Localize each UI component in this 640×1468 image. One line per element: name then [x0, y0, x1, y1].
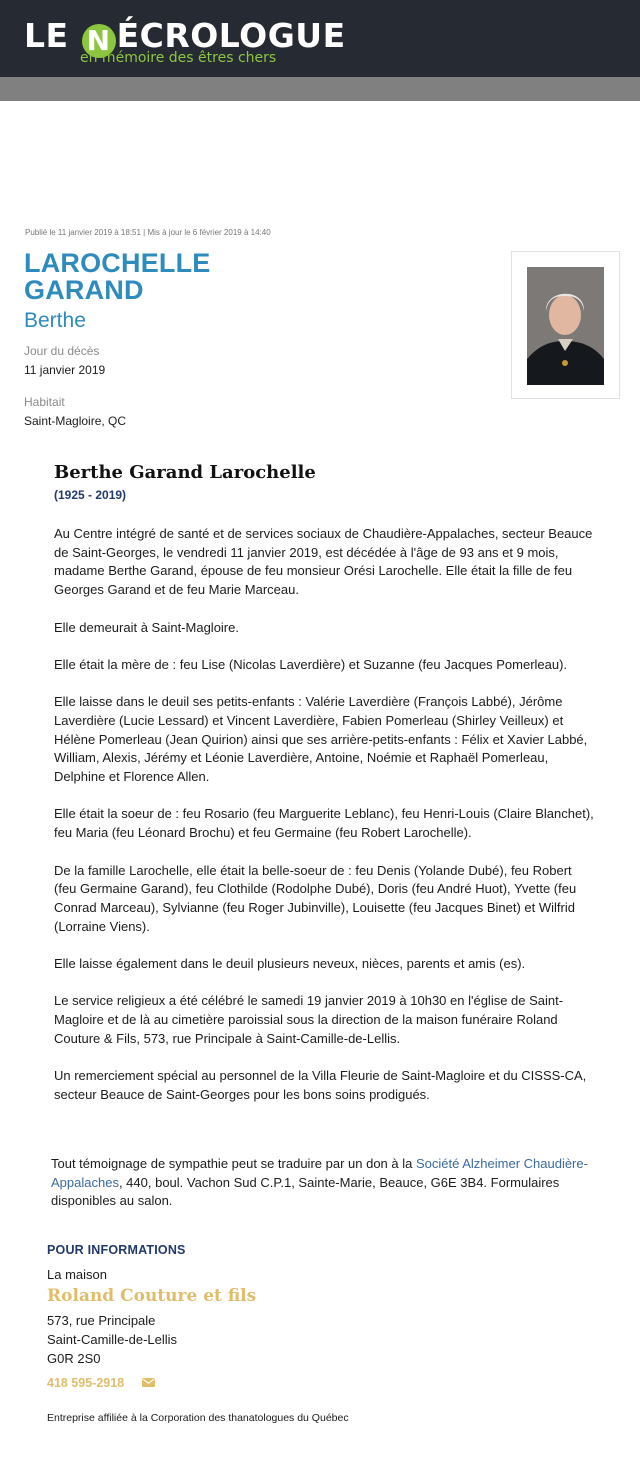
- donation-link[interactable]: Société Alzheimer Chaudière-Appalaches: [51, 1156, 588, 1190]
- affiliation-note: Entreprise affiliée à la Corporation des thanatologues du Québec: [47, 1412, 349, 1424]
- obituary-paragraph: Le service religieux a été célébré le samedi 19 janvier 2019 à 10h30 en l'église de Saint-Magloire et de là au cimetière paroissial sous la direction de la maison funéraire Roland Couture & Fils, 573, rue Principale à Saint-Camille-de-Lellis.: [54, 993, 564, 1046]
- obituary-paragraph: De la famille Larochelle, elle était la belle-soeur de : feu Denis (Yolande Dubé), feu Robert (feu Germaine Garand), feu Clothilde (Rodolphe Dubé), Doris (feu André Huot), Yvette (feu Conrad Marceau), Sylvianne (feu Roger Jubinville), Louisette (feu Jacques Binet) et Wilfrid (Lorraine Viens).: [54, 862, 577, 934]
- header-subbar: [0, 77, 640, 101]
- site-logo[interactable]: [24, 14, 344, 70]
- logo-suffix: ÉCROLOGUE: [116, 16, 346, 55]
- info-heading: POUR INFORMATIONS: [47, 1243, 186, 1257]
- residence-value: Saint-Magloire, QC: [24, 414, 127, 428]
- logo-n-circle: N: [82, 24, 116, 58]
- publication-date: Publié le 11 janvier 2019 à 18:51 | Mis à jour le 6 février 2019 à 14:40: [25, 228, 271, 237]
- funeral-home-city: Saint-Camille-de-Lellis: [47, 1332, 178, 1347]
- obituary-paragraph: Elle était la soeur de : feu Rosario (feu Marguerite Leblanc), feu Henri-Louis (Claire Blanchet), feu Maria (feu Léonard Brochu) et feu Germaine (feu Robert Larochelle).: [54, 806, 594, 841]
- logo-tagline: en mémoire des êtres chers: [80, 50, 277, 66]
- site-header: [0, 0, 640, 77]
- obituary-paragraph: Elle était la mère de : feu Lise (Nicolas Laverdière) et Suzanne (feu Jacques Pomerleau).: [54, 656, 568, 672]
- obituary-paragraph: Un remerciement spécial au personnel de la Villa Fleurie de Saint-Magloire et du CISSS-CA, secteur Beauce de Saint-Georges pour les bons soins prodigués.: [54, 1068, 587, 1102]
- deceased-firstname: Berthe: [24, 309, 86, 332]
- lastname-line-1: LAROCHELLE: [24, 248, 211, 278]
- life-years: (1925 - 2019): [54, 488, 127, 502]
- funeral-home-address: 573, rue Principale: [47, 1313, 156, 1328]
- funeral-home-name[interactable]: Roland Couture et fils: [47, 1286, 257, 1306]
- residence-label: Habitait: [24, 395, 65, 409]
- obituary-title: Berthe Garand Larochelle: [54, 462, 316, 483]
- death-date-value: 11 janvier 2019: [24, 363, 106, 377]
- donation-suffix: , 440, boul. Vachon Sud C.P.1, Sainte-Marie, Beauce, G6E 3B4. Formulaires disponibles au salon.: [51, 1174, 560, 1209]
- donation-prefix: Tout témoignage de sympathie peut se traduire par un don à la: [51, 1156, 416, 1171]
- funeral-home-phone[interactable]: 418 595-2918: [47, 1376, 125, 1390]
- portrait-frame[interactable]: [511, 251, 620, 399]
- funeral-home-postal-code: G0R 2S0: [47, 1351, 101, 1366]
- envelope-icon[interactable]: [142, 1378, 155, 1387]
- obituary-paragraph: Au Centre intégré de santé et de services sociaux de Chaudière-Appalaches, secteur Beauce de Saint-Georges, le vendredi 11 janvier 2019, est décédée à l'âge de 93 ans et 9 mois, madame Berthe Garand, épouse de feu monsieur Orési Larochelle. Elle était la fille de feu Georges Garand et de feu Marie Marceau.: [54, 526, 593, 598]
- lastname-line-2: GARAND: [24, 275, 144, 305]
- obituary-paragraph: Elle demeurait à Saint-Magloire.: [54, 619, 239, 635]
- death-date-label: Jour du décès: [24, 344, 100, 358]
- info-intro: La maison: [47, 1267, 107, 1282]
- obituary-paragraph: Elle laisse dans le deuil ses petits-enfants : Valérie Laverdière (François Labbé), Jérôme Laverdière (Lucie Lessard) et Vincent Laverdière, Fabien Pomerleau (Shirley Veilleux) et Hélène Pomerleau (Jean Quirion) ainsi que ses arrière-petits-enfants : Félix et Xavier Labbé, William, Alexis, Jérémy et Léonie Laverdière, Antoine, Noémie et Raphaël Pomerleau, Delphine et Florence Allen.: [54, 694, 588, 785]
- donation-notice: [51, 1155, 596, 1211]
- deceased-lastname: [24, 250, 211, 304]
- portrait-illustration: [527, 267, 604, 385]
- obituary-text: [54, 525, 594, 1123]
- logo-prefix: LE: [24, 16, 81, 55]
- portrait-photo: [527, 267, 604, 385]
- obituary-paragraph: Elle laisse également dans le deuil plusieurs neveux, nièces, parents et amis (es).: [54, 956, 526, 972]
